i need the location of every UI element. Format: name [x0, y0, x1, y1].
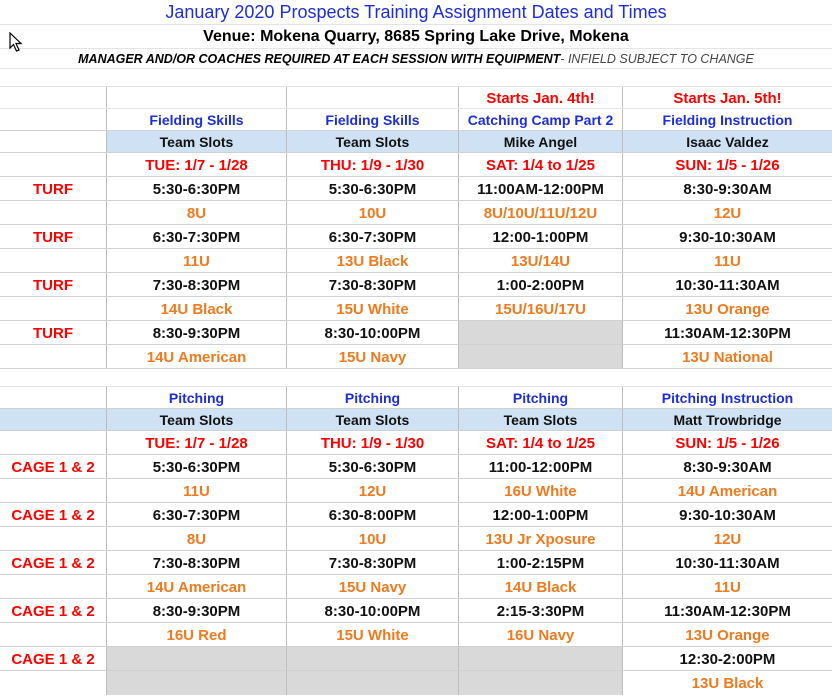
fielding-time-slot: 7:30-8:30PM — [286, 273, 458, 297]
fielding-date-range: SAT: 1/4 to 1/25 — [458, 153, 622, 177]
fielding-start-note — [286, 87, 458, 109]
fielding-dates-row — [0, 152, 832, 177]
pitching-team-row — [0, 622, 832, 647]
pitching-time-slot: 6:30-7:30PM — [106, 503, 286, 527]
pitching-time-slot: 6:30-8:00PM — [286, 503, 458, 527]
fielding-team-name: 14U Black — [106, 297, 286, 321]
pitching-time-slot: 7:30-8:30PM — [286, 551, 458, 575]
pitching-date-range: SAT: 1/4 to 1/25 — [458, 431, 622, 455]
pitching-location-label: CAGE 1 & 2 — [11, 554, 95, 572]
fielding-time-slot: 11:30AM-12:30PM — [622, 321, 832, 345]
fielding-team-name: 15U/16U/17U — [458, 297, 622, 321]
fielding-location-label: TURF — [33, 228, 73, 246]
pitching-team-name: 13U Jr Xposure — [458, 527, 622, 551]
fielding-team-name: 15U Navy — [286, 345, 458, 369]
fielding-category: Fielding Instruction — [622, 109, 832, 131]
fielding-team-row — [0, 200, 832, 225]
pitching-date-range: TUE: 1/7 - 1/28 — [106, 431, 286, 455]
pitching-header-fill — [0, 409, 106, 431]
pitching-team-row — [0, 478, 832, 503]
pitching-time-row — [0, 454, 832, 479]
pitching-team-name: 13U Black — [622, 671, 832, 695]
fielding-time-row — [0, 320, 832, 345]
fielding-team-name: 13U/14U — [458, 249, 622, 273]
fielding-team-name: 14U American — [106, 345, 286, 369]
fielding-time-slot — [458, 321, 622, 345]
fielding-category: Fielding Skills — [106, 109, 286, 131]
fielding-team-name: 12U — [622, 201, 832, 225]
pitching-category: Pitching — [286, 387, 458, 409]
pitching-category: Pitching — [458, 387, 622, 409]
pitching-team-name: 10U — [286, 527, 458, 551]
pitching-time-slot: 8:30-9:30AM — [622, 455, 832, 479]
pitching-column-header: Team Slots — [286, 409, 458, 431]
pitching-team-name: 8U — [106, 527, 286, 551]
fielding-time-slot: 8:30-9:30PM — [106, 321, 286, 345]
fielding-start-note: Starts Jan. 4th! — [458, 87, 622, 109]
fielding-time-slot: 9:30-10:30AM — [622, 225, 832, 249]
fielding-column-header: Team Slots — [286, 131, 458, 153]
fielding-header-row — [0, 130, 832, 153]
fielding-team-name: 15U White — [286, 297, 458, 321]
pitching-category: Pitching Instruction — [622, 387, 832, 409]
pitching-location-label: CAGE 1 & 2 — [11, 650, 95, 668]
fielding-date-range: TUE: 1/7 - 1/28 — [106, 153, 286, 177]
fielding-location-label: TURF — [33, 276, 73, 294]
pitching-column-header: Matt Trowbridge — [622, 409, 832, 431]
pitching-team-name: 14U American — [106, 575, 286, 599]
fielding-time-slot: 8:30-10:00PM — [286, 321, 458, 345]
fielding-spacer — [0, 87, 106, 109]
pitching-team-name: 14U Black — [458, 575, 622, 599]
fielding-column-header: Mike Angel — [458, 131, 622, 153]
pitching-team-row — [0, 574, 832, 599]
pitching-team-name — [286, 671, 458, 695]
fielding-time-slot: 7:30-8:30PM — [106, 273, 286, 297]
fielding-time-row — [0, 272, 832, 297]
pitching-time-slot — [106, 647, 286, 671]
pitching-time-slot: 5:30-6:30PM — [286, 455, 458, 479]
fielding-team-row — [0, 296, 832, 321]
pitching-dates-row — [0, 430, 832, 455]
pitching-location-label: CAGE 1 & 2 — [11, 602, 95, 620]
pitching-time-row — [0, 646, 832, 671]
venue-text: Venue: Mokena Quarry, 8685 Spring Lake Drive, Mokena — [203, 28, 629, 45]
pitching-time-slot: 9:30-10:30AM — [622, 503, 832, 527]
title-row — [0, 0, 832, 24]
fielding-column-header: Isaac Valdez — [622, 131, 832, 153]
pitching-category-row — [0, 386, 832, 409]
fielding-time-slot: 5:30-6:30PM — [106, 177, 286, 201]
pitching-time-slot: 12:00-1:00PM — [458, 503, 622, 527]
pitching-team-name: 12U — [286, 479, 458, 503]
pitching-team-name: 11U — [106, 479, 286, 503]
pitching-team-name: 11U — [622, 575, 832, 599]
pitching-time-slot: 10:30-11:30AM — [622, 551, 832, 575]
pitching-team-row — [0, 526, 832, 551]
pitching-column-header: Team Slots — [458, 409, 622, 431]
pitching-time-slot: 11:30AM-12:30PM — [622, 599, 832, 623]
pitching-header-row — [0, 408, 832, 431]
fielding-location-label: TURF — [33, 180, 73, 198]
pitching-time-slot: 8:30-10:00PM — [286, 599, 458, 623]
fielding-time-slot: 11:00AM-12:00PM — [458, 177, 622, 201]
pitching-team-name — [458, 671, 622, 695]
pitching-date-range: THU: 1/9 - 1/30 — [286, 431, 458, 455]
pitching-team-name: 13U Orange — [622, 623, 832, 647]
fielding-time-slot: 8:30-9:30AM — [622, 177, 832, 201]
pitching-time-row — [0, 598, 832, 623]
fielding-time-slot: 6:30-7:30PM — [106, 225, 286, 249]
fielding-team-name: 10U — [286, 201, 458, 225]
pitching-date-range: SUN: 1/5 - 1/26 — [622, 431, 832, 455]
pitching-time-row — [0, 502, 832, 527]
fielding-team-name: 11U — [622, 249, 832, 273]
fielding-team-name — [458, 345, 622, 369]
fielding-time-slot: 6:30-7:30PM — [286, 225, 458, 249]
pitching-time-slot — [458, 647, 622, 671]
pitching-team-name: 15U Navy — [286, 575, 458, 599]
fielding-date-range: SUN: 1/5 - 1/26 — [622, 153, 832, 177]
pitching-team-name: 12U — [622, 527, 832, 551]
pitching-time-row — [0, 550, 832, 575]
fielding-team-row — [0, 248, 832, 273]
pitching-team-row — [0, 670, 832, 695]
pitching-team-name: 16U Red — [106, 623, 286, 647]
fielding-category: Catching Camp Part 2 — [458, 109, 622, 131]
venue-row — [0, 24, 832, 49]
note-subject-to-change: - INFIELD SUBJECT TO CHANGE — [560, 52, 754, 66]
fielding-start-note: Starts Jan. 5th! — [622, 87, 832, 109]
pitching-team-name: 14U American — [622, 479, 832, 503]
fielding-team-name: 13U National — [622, 345, 832, 369]
pitching-time-slot: 1:00-2:15PM — [458, 551, 622, 575]
pitching-team-name: 16U Navy — [458, 623, 622, 647]
pitching-time-slot: 8:30-9:30PM — [106, 599, 286, 623]
fielding-time-row — [0, 224, 832, 249]
page-title: January 2020 Prospects Training Assignment Dates and Times — [165, 1, 667, 22]
fielding-team-name: 11U — [106, 249, 286, 273]
pitching-team-name: 16U White — [458, 479, 622, 503]
pitching-team-name — [106, 671, 286, 695]
fielding-starts-row — [0, 86, 832, 109]
pitching-category: Pitching — [106, 387, 286, 409]
pitching-time-slot: 11:00-12:00PM — [458, 455, 622, 479]
pitching-time-slot — [286, 647, 458, 671]
fielding-location-label: TURF — [33, 324, 73, 342]
pitching-location-label: CAGE 1 & 2 — [11, 458, 95, 476]
spacer-row — [0, 68, 832, 87]
fielding-time-slot: 10:30-11:30AM — [622, 273, 832, 297]
pitching-team-name: 15U White — [286, 623, 458, 647]
pitching-location-label: CAGE 1 & 2 — [11, 506, 95, 524]
note-row — [0, 48, 832, 69]
fielding-team-name: 8U/10U/11U/12U — [458, 201, 622, 225]
note-required: MANAGER AND/OR COACHES REQUIRED AT EACH SESSION WITH EQUIPMENT — [78, 52, 561, 66]
mouse-pointer-icon — [9, 32, 23, 52]
fielding-team-name: 13U Orange — [622, 297, 832, 321]
requirement-note — [0, 49, 832, 69]
fielding-time-slot: 12:00-1:00PM — [458, 225, 622, 249]
fielding-time-row — [0, 176, 832, 201]
fielding-column-header: Team Slots — [106, 131, 286, 153]
fielding-time-slot: 5:30-6:30PM — [286, 177, 458, 201]
fielding-team-row — [0, 344, 832, 369]
fielding-date-range: THU: 1/9 - 1/30 — [286, 153, 458, 177]
fielding-team-name: 13U Black — [286, 249, 458, 273]
fielding-category-row — [0, 108, 832, 131]
pitching-time-slot: 12:30-2:00PM — [622, 647, 832, 671]
fielding-team-name: 8U — [106, 201, 286, 225]
fielding-time-slot: 1:00-2:00PM — [458, 273, 622, 297]
pitching-time-slot: 7:30-8:30PM — [106, 551, 286, 575]
pitching-time-slot: 5:30-6:30PM — [106, 455, 286, 479]
fielding-start-note — [106, 87, 286, 109]
pitching-column-header: Team Slots — [106, 409, 286, 431]
fielding-category: Fielding Skills — [286, 109, 458, 131]
section-gap — [0, 368, 832, 387]
pitching-time-slot: 2:15-3:30PM — [458, 599, 622, 623]
